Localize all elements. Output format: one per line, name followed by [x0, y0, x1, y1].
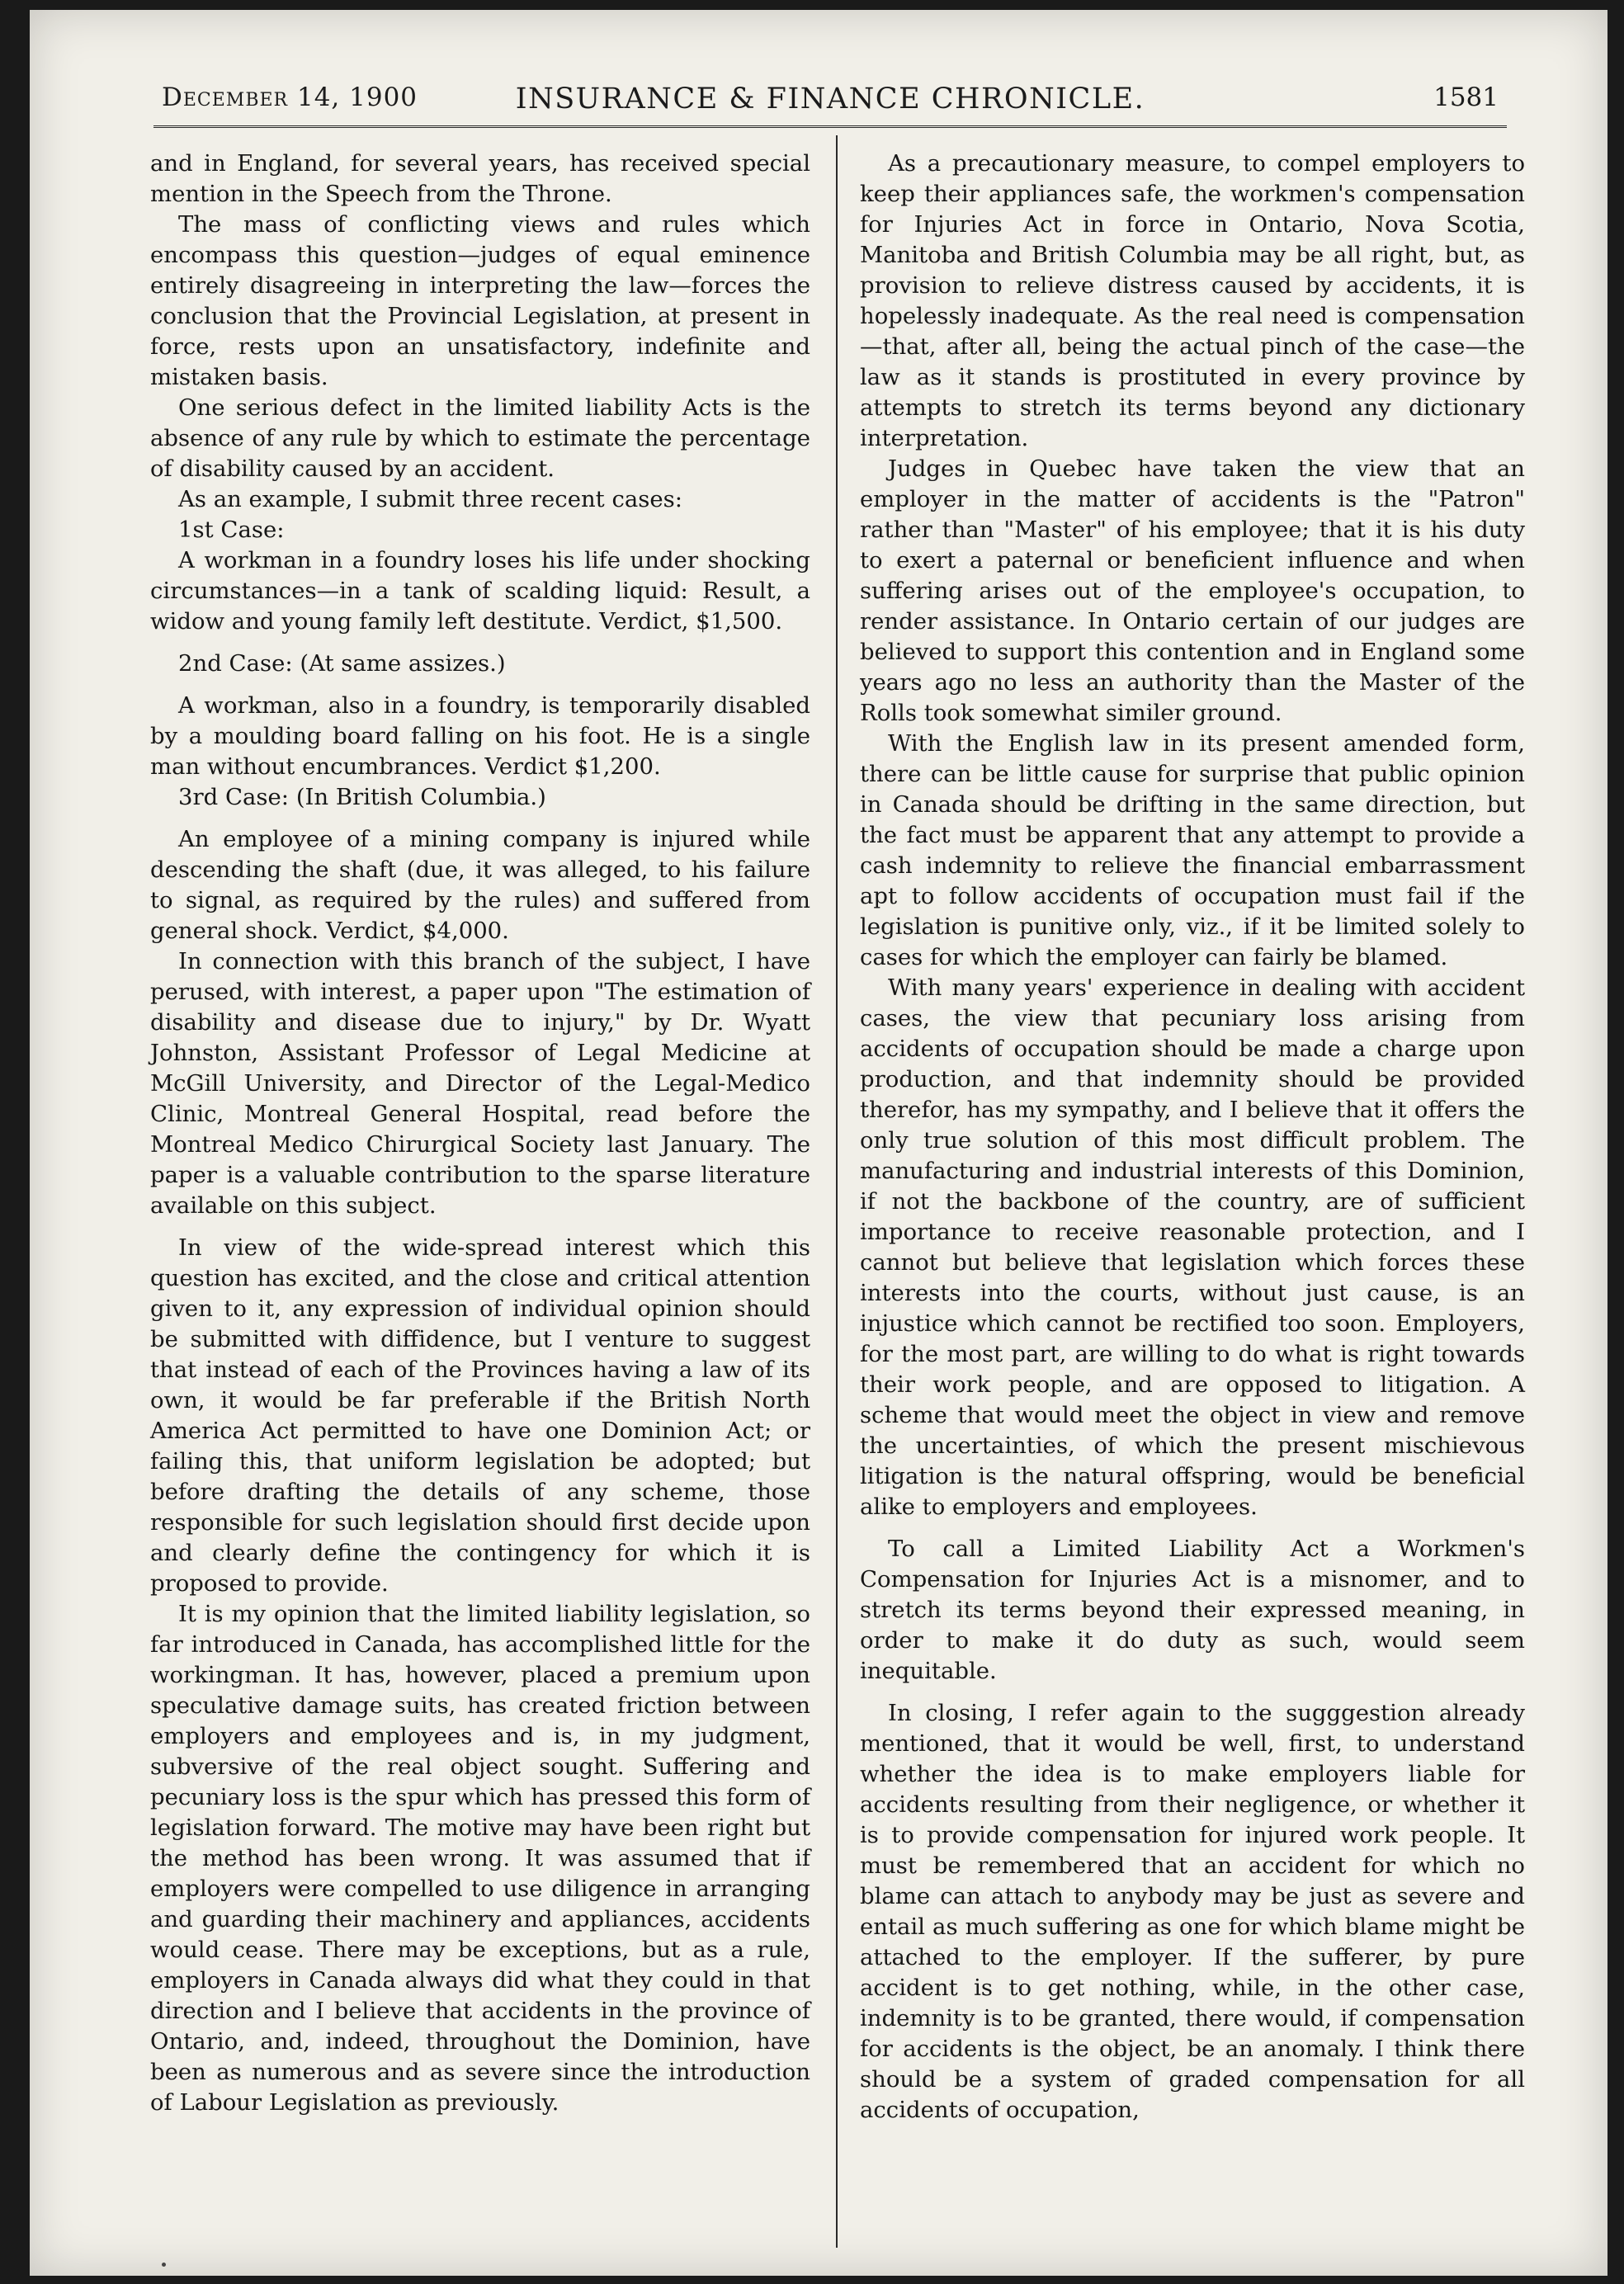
header-date: December 14, 1900 [162, 83, 418, 112]
paragraph: With many years' experience in dealing with accident cases, the view that pecuniary loss arising from accidents of occupation should be made a charge upon production, and that indemnity should be provided therefor, has my sympathy, and I believe that it offers the only true solution of this most difficult problem. The manufacturing and industrial interests of this Dominion, if not the backbone of the country, are of sufficient importance to receive reasonable protection, and I cannot but believe that legislation which forces these interests into the courts, without just cause, is an injustice which cannot be rectified too soon. Employers, for the most part, are willing to do what is right towards their work people, and are opposed to litigation. A scheme that would meet the object in view and remove the uncertainties, of which the present mischievous litigation is the natural offspring, would be beneficial alike to employers and employees. [860, 974, 1525, 1520]
paragraph: As an example, I submit three recent cases: [178, 486, 683, 512]
column-divider [836, 135, 838, 2248]
page-header [162, 83, 1499, 124]
paragraph: One serious defect in the limited liability Acts is the absence of any rule by which to estimate the percentage of disability caused by an accident. [150, 394, 810, 482]
paragraph: 3rd Case: (In British Columbia.) [178, 784, 546, 810]
paragraph: and in England, for several years, has received special mention in the Speech from the Throne. [150, 150, 810, 207]
paragraph: A workman, also in a foundry, is temporarily disabled by a moulding board falling on his foot. He is a single man without encumbrances. Verdict $1,200. [150, 692, 810, 780]
paragraph: A workman in a foundry loses his life under shocking circumstances—in a tank of scalding liquid: Result, a widow and young family left destitute. Verdict, $1,500. [150, 547, 810, 635]
paragraph: The mass of conflicting views and rules which encompass this question—judges of equal eminence entirely disagreeing in interpreting the law—forces the conclusion that the Provincial Legislation, at present in force, rests upon an unsatisfactory, indefinite and mistaken basis. [150, 211, 810, 390]
paragraph: To call a Limited Liability Act a Workmen's Compensation for Injuries Act is a misnomer, and to stretch its terms beyond their expressed meaning, in order to make it do duty as such, would seem inequitable. [860, 1536, 1525, 1684]
page-number: 1581 [1433, 83, 1499, 112]
paragraph: An employee of a mining company is injured while descending the shaft (due, it was alleged, to his failure to signal, as required by the rules) and suffered from general shock. Verdict, $4,000. [150, 826, 810, 944]
paragraph: It is my opinion that the limited liability legislation, so far introduced in Canada, has accomplished little for the workingman. It has, however, placed a premium upon speculative damage suits, has created friction between employers and employees and is, in my judgment, subversive of the real object sought. Suffering and pecuniary loss is the spur which has pressed this form of legislation forward. The motive may have been right but the method has been wrong. It was assumed that if employers were compelled to use diligence in arranging and guarding their machinery and appliances, accidents would cease. There may be exceptions, but as a rule, employers in Canada always did what they could in that direction and I believe that accidents in the province of Ontario, and, indeed, throughout the Dominion, have been as numerous and as severe since the introduction of Labour Legislation as previously. [150, 1601, 810, 2116]
paragraph: As a precautionary measure, to compel employers to keep their appliances safe, the workmen's compensation for Injuries Act in force in Ontario, Nova Scotia, Manitoba and British Columbia may be all right, but, as provision to relieve distress caused by accidents, it is hopelessly inadequate. As the real need is compensation—that, after all, being the actual pinch of the case—the law as it stands is prostituted in every province by attempts to stretch its terms beyond any dictionary interpretation. [860, 150, 1525, 451]
newspaper-page [30, 10, 1607, 2276]
header-rule [153, 125, 1507, 128]
print-speck [162, 2263, 166, 2267]
left-column [150, 149, 810, 2118]
paragraph: 2nd Case: (At same assizes.) [178, 650, 506, 677]
paragraph: With the English law in its present amended form, there can be little cause for surprise that public opinion in Canada should be drifting in the same direction, but the fact must be apparent that any attempt to provide a cash indemnity to relieve the financial embarrassment apt to follow accidents of occupation must fail if the legislation is punitive only, viz., if it be limited solely to cases for which the employer can fairly be blamed. [860, 730, 1525, 970]
paragraph: In view of the wide-spread interest which this question has excited, and the close and critical attention given to it, any expression of individual opinion should be submitted with diffidence, but I venture to suggest that instead of each of the Provinces having a law of its own, it would be far preferable if the British North America Act permitted to have one Dominion Act; or failing this, that uniform legislation be adopted; but before drafting the details of any scheme, those responsible for such legislation should first decide upon and clearly define the contingency for which it is proposed to provide. [150, 1234, 810, 1597]
paragraph: Judges in Quebec have taken the view that an employer in the matter of accidents is the "Patron" rather than "Master" of his employee; that it is his duty to exert a paternal or beneficient influence and when suffering arises out of the employee's occupation, to render assistance. In Ontario certain of our judges are believed to support this contention and in England some years ago no less an authority than the Master of the Rolls took somewhat similer ground. [860, 455, 1525, 726]
paragraph: 1st Case: [178, 517, 285, 543]
publication-title: INSURANCE & FINANCE CHRONICLE. [515, 83, 1145, 116]
paragraph: In connection with this branch of the subject, I have perused, with interest, a paper upon "The estimation of disability and disease due to injury," by Dr. Wyatt Johnston, Assistant Professor of Legal Medicine at McGill University, and Director of the Legal-Medico Clinic, Montreal General Hospital, read before the Montreal Medico Chirurgical Society last January. The paper is a valuable contribution to the sparse literature available on this subject. [150, 948, 810, 1219]
paragraph: In closing, I refer again to the sugggestion already mentioned, that it would be well, first, to understand whether the idea is to make employers liable for accidents resulting from their negligence, or whether it is to provide compensation for injured work people. It must be remembered that an accident for which no blame can attach to anybody may be just as severe and entail as much suffering as one for which blame might be attached to the employer. If the sufferer, by pure accident is to get nothing, while, in the other case, indemnity is to be granted, there would, if compensation for accidents is the object, be an anomaly. I think there should be a system of graded compensation for all accidents of occupation, [860, 1700, 1525, 2123]
right-column [860, 149, 1525, 2126]
